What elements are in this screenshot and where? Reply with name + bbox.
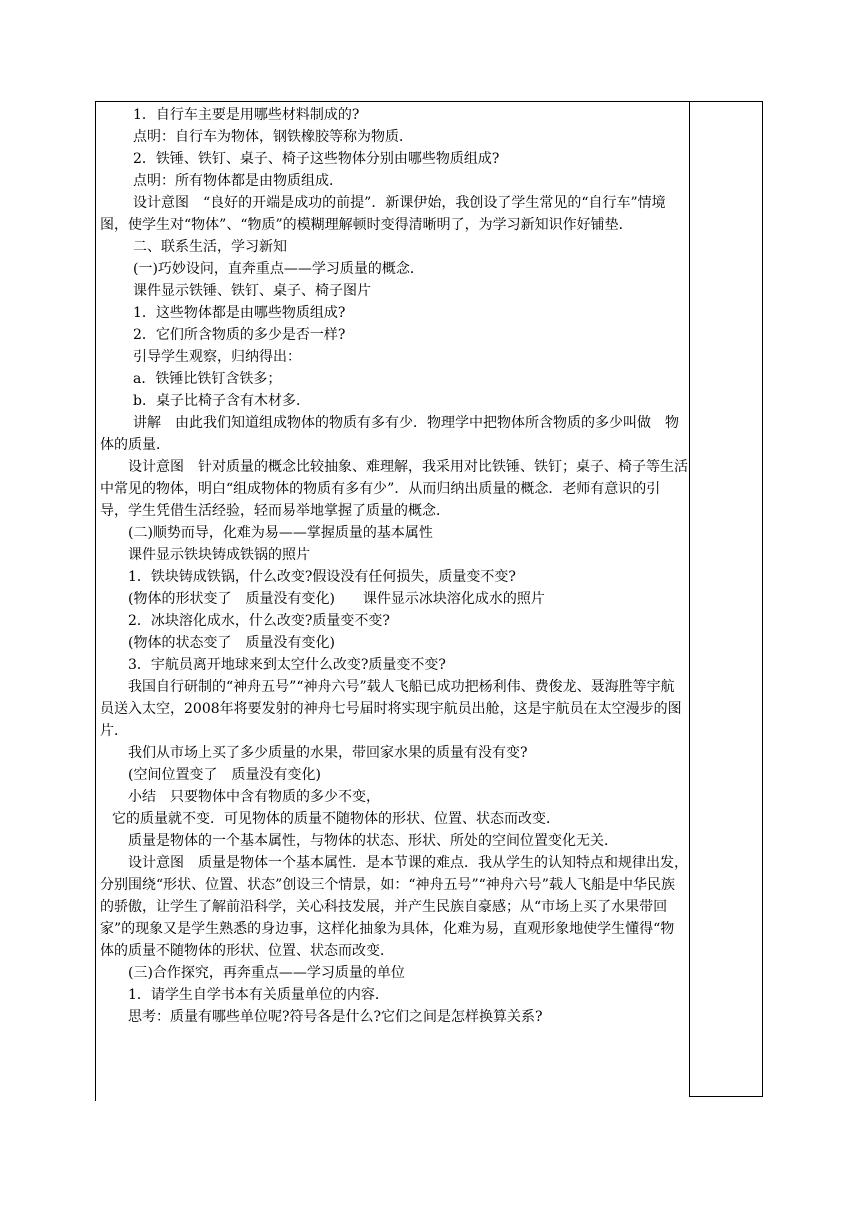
text-line: 课件显示铁块铸成铁锅的照片 [128, 547, 310, 563]
text-line: 1．这些物体都是由哪些物质组成? [133, 305, 346, 321]
text-line: 点明：所有物体都是由物质组成． [133, 173, 343, 189]
text-line: 思考：质量有哪些单位呢?符号各是什么?它们之间是怎样换算关系? [128, 1009, 543, 1025]
text-line: 设计意图 针对质量的概念比较抽象、难理解，我采用对比铁锤、铁钉；桌子、椅子等生活中常见的物体，明白“组成物体的物质有多有少”．从而归纳出质量的概念．老师有意识的引导，学生凭借生活经验，轻而易举地掌握了质量的概念． [100, 459, 688, 519]
text-line: 课件显示铁锤、铁钉、桌子、椅子图片 [133, 283, 371, 299]
text-line: 引导学生观察，归纳得出： [133, 349, 301, 365]
table-right-border [762, 101, 763, 1097]
text-line: (物体的状态变了 质量没有变化) [128, 635, 335, 651]
text-line: 它的质量就不变．可见物体的质量不随物体的形状、位置、状态而改变． [112, 811, 560, 827]
text-line: 设计意图 “良好的开端是成功的前提”．新课伊始，我创设了学生常见的“自行车”情境图，使学生对“物体”、“物质”的模糊理解顿时变得清晰明了，为学习新知识作好铺垫． [100, 195, 666, 233]
text-line: 2．冰块溶化成水，什么改变?质量变不变? [128, 613, 390, 629]
table-top-border [95, 101, 763, 102]
text-line: 1．自行车主要是用哪些材料制成的? [133, 107, 360, 123]
text-line: 设计意图 质量是物体一个基本属性．是本节课的难点．我从学生的认知特点和规律出发，分别围绕“形状、位置、状态”创设三个情景，如：“神舟五号”“神舟六号”载人飞船是中华民族的骄傲，让学生了解前沿科学，关心科技发展，并产生民族自豪感；从“市场上买了水果带回家”的现象又是学生熟悉的身边事，这样化抽象为具体，化难为易，直观形象地使学生懂得“物体的质量不随物体的形状、位置、状态而改变． [100, 855, 688, 959]
subsection-heading: (三)合作探究，再奔重点——学习质量的单位 [128, 965, 405, 981]
lesson-text [100, 104, 688, 1028]
text-line: 3．宇航员离开地球来到太空什么改变?质量变不变? [128, 657, 446, 673]
text-line: 我国自行研制的“神舟五号”“神舟六号”载人飞船已成功把杨利伟、费俊龙、聂海胜等宇航员送入太空，2008年将要发射的神舟七号届时将实现宇航员出舱，这是宇航员在太空漫步的图片． [100, 679, 682, 739]
table-left-border [95, 101, 96, 1101]
text-line: (空间位置变了 质量没有变化) [128, 767, 321, 783]
subsection-heading: (二)顺势而导，化难为易——掌握质量的基本属性 [128, 525, 433, 541]
text-line: 2．它们所含物质的多少是否一样? [133, 327, 346, 343]
text-line: 2．铁锤、铁钉、桌子、椅子这些物体分别由哪些物质组成? [133, 151, 500, 167]
text-line: 小结 只要物体中含有物质的多少不变， [128, 789, 380, 805]
text-line: 1．铁块铸成铁锅，什么改变?假设没有任何损失，质量变不变? [128, 569, 516, 585]
section-heading: 二、联系生活，学习新知 [133, 239, 287, 255]
table-column-divider [689, 101, 690, 1097]
text-line: 1．请学生自学书本有关质量单位的内容． [128, 987, 389, 1003]
text-line: 点明：自行车为物体，钢铁橡胶等称为物质． [133, 129, 413, 145]
text-line: b．桌子比椅子含有木材多． [133, 393, 310, 409]
text-line: 质量是物体的一个基本属性，与物体的状态、形状、所处的空间位置变化无关． [128, 833, 618, 849]
subsection-heading: (一)巧妙设问，直奔重点——学习质量的概念． [133, 261, 424, 277]
text-line: 讲解 由此我们知道组成物体的物质有多有少．物理学中把物体所含物质的多少叫做 物体的质量． [100, 415, 679, 453]
text-line: 我们从市场上买了多少质量的水果，带回家水果的质量有没有变? [128, 745, 528, 761]
text-line: a．铁锤比铁钉含铁多； [133, 371, 282, 387]
text-line: (物体的形状变了 质量没有变化) 课件显示冰块溶化成水的照片 [128, 591, 545, 607]
notes-column-bottom-border [689, 1096, 763, 1097]
